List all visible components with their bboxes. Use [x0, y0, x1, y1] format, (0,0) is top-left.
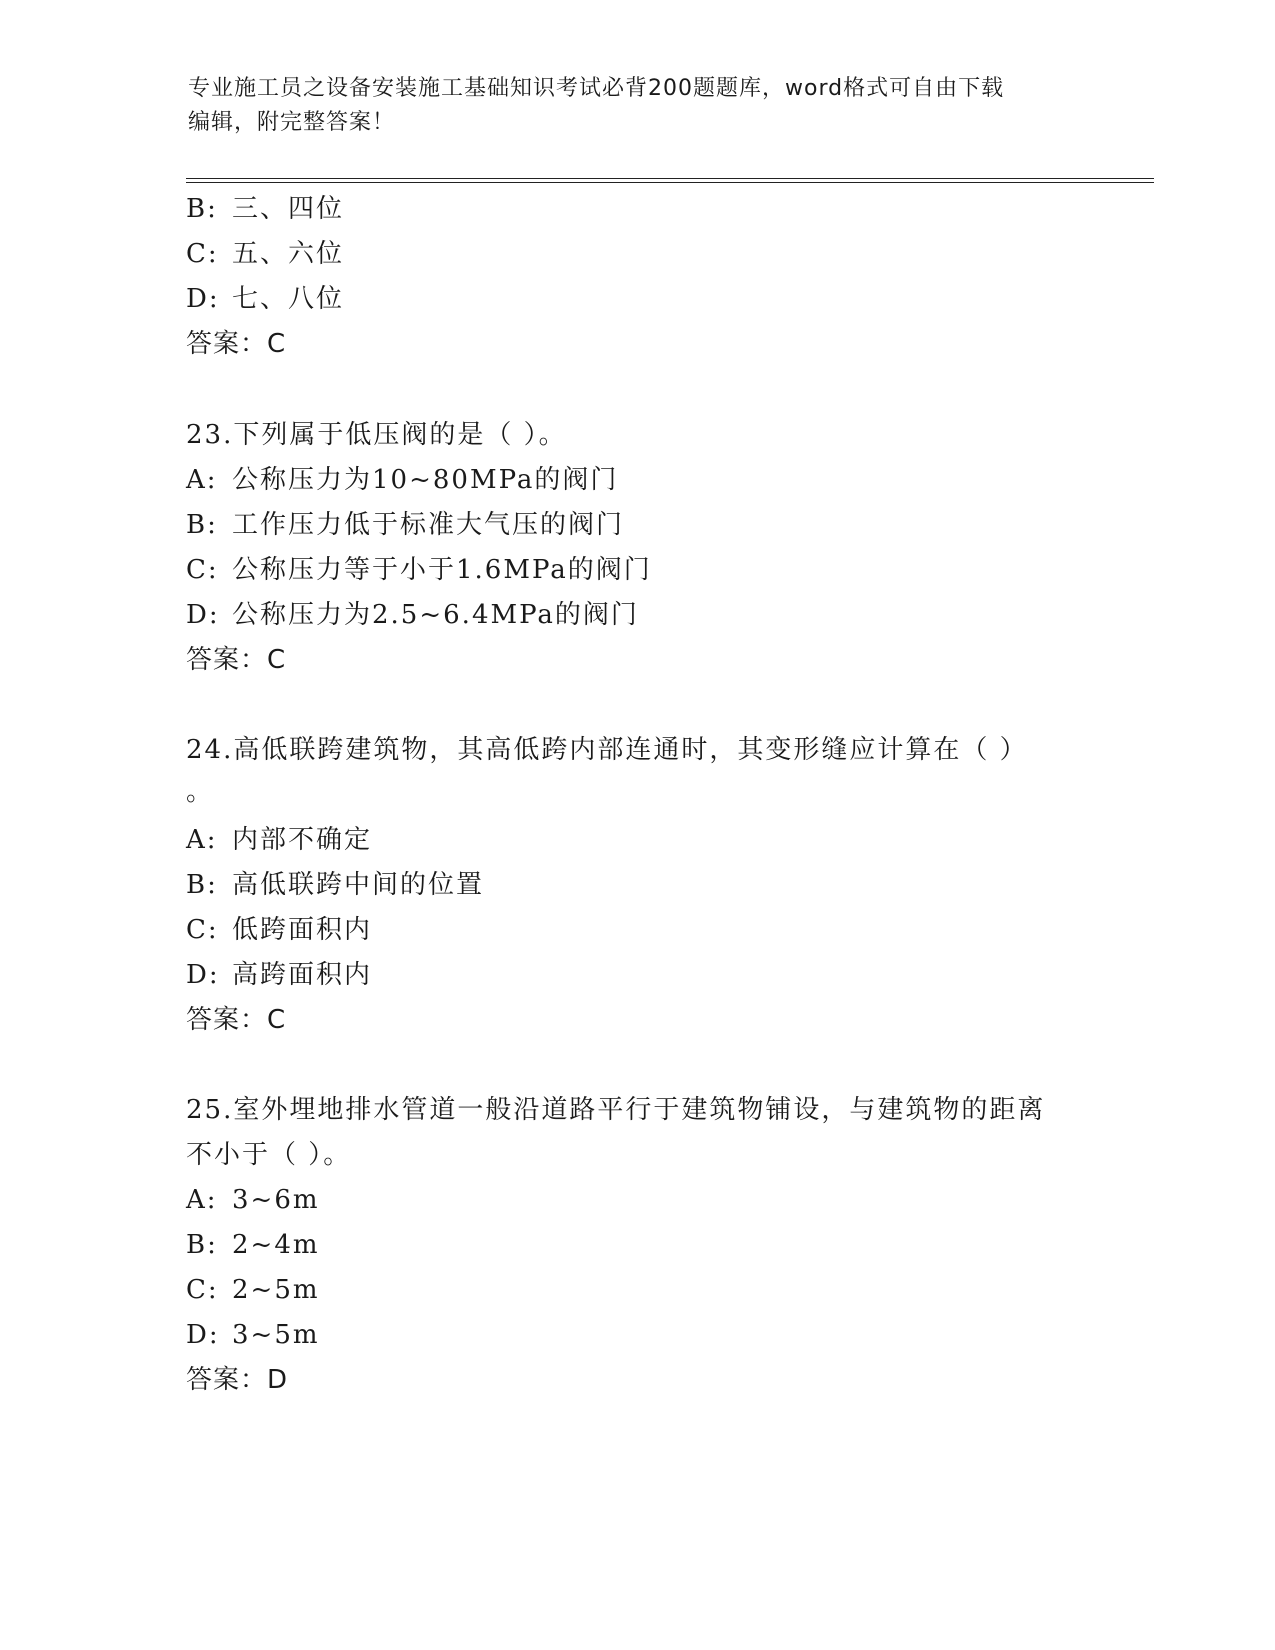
option-text: 高跨面积内 [232, 960, 373, 990]
q25-option-d [186, 1318, 320, 1352]
option-letter: C: [186, 555, 219, 585]
option-text: 内部不确定 [232, 825, 373, 855]
option-text: 高低联跨中间的位置 [232, 870, 485, 900]
q25-option-a [186, 1183, 320, 1217]
q23-option-a [186, 463, 618, 497]
option-letter: D: [186, 600, 220, 630]
option-text: 低跨面积内 [232, 915, 373, 945]
q25-question-line2: 不小于（ ）。 [186, 1140, 352, 1170]
q22-answer: 答案：C [186, 329, 287, 359]
option-letter: D: [186, 960, 220, 990]
option-letter: A: [186, 465, 218, 495]
option-letter: A: [186, 1185, 218, 1215]
header-divider-top [186, 178, 1154, 179]
option-letter: C: [186, 915, 219, 945]
q24-question-line2: 。 [186, 777, 215, 807]
q24-option-b [186, 868, 484, 902]
q22-option-b [186, 192, 344, 226]
q25-option-b [186, 1228, 320, 1262]
q24-answer: 答案：C [186, 1005, 287, 1035]
option-text: 2~5m [232, 1275, 320, 1305]
option-letter: C: [186, 239, 219, 269]
option-letter: D: [186, 284, 220, 314]
q25-answer: 答案：D [186, 1365, 289, 1395]
option-text: 3~6m [232, 1185, 320, 1215]
option-text: 工作压力低于标准大气压的阀门 [232, 510, 625, 540]
option-text: 公称压力等于小于1.6MPa的阀门 [232, 555, 652, 585]
q23-option-b [186, 508, 624, 542]
q24-option-d [186, 958, 372, 992]
q23-answer: 答案：C [186, 645, 287, 675]
option-letter: B: [186, 1230, 218, 1260]
header-title-line1: 专业施工员之设备安装施工基础知识考试必背200题题库，word格式可自由下载 [188, 76, 1005, 101]
option-letter: A: [186, 825, 218, 855]
option-text: 3~5m [232, 1320, 320, 1350]
option-letter: B: [186, 870, 218, 900]
q24-option-c [186, 913, 372, 947]
option-text: 2~4m [232, 1230, 320, 1260]
q23-option-d [186, 598, 639, 632]
option-text: 七、八位 [232, 284, 345, 314]
q22-option-d [186, 282, 344, 316]
q23-option-c [186, 553, 652, 587]
option-text: 三、四位 [232, 194, 345, 224]
q25-option-c [186, 1273, 320, 1307]
option-letter: B: [186, 510, 218, 540]
option-letter: D: [186, 1320, 220, 1350]
q24-option-a [186, 823, 372, 857]
q22-option-c [186, 237, 344, 271]
option-letter: B: [186, 194, 218, 224]
header-divider-bottom [186, 182, 1154, 183]
header-title-line2: 编辑，附完整答案！ [188, 110, 396, 135]
q25-question-line1: 25.室外埋地排水管道一般沿道路平行于建筑物铺设，与建筑物的距离 [186, 1095, 1046, 1125]
option-text: 公称压力为10~80MPa的阀门 [232, 465, 619, 495]
q23-question: 23.下列属于低压阀的是（ ）。 [186, 420, 567, 450]
option-text: 公称压力为2.5~6.4MPa的阀门 [232, 600, 639, 630]
q24-question-line1: 24.高低联跨建筑物，其高低跨内部连通时，其变形缝应计算在（ ） [186, 735, 1028, 765]
document-header [188, 72, 1088, 140]
option-letter: C: [186, 1275, 219, 1305]
option-text: 五、六位 [232, 239, 345, 269]
